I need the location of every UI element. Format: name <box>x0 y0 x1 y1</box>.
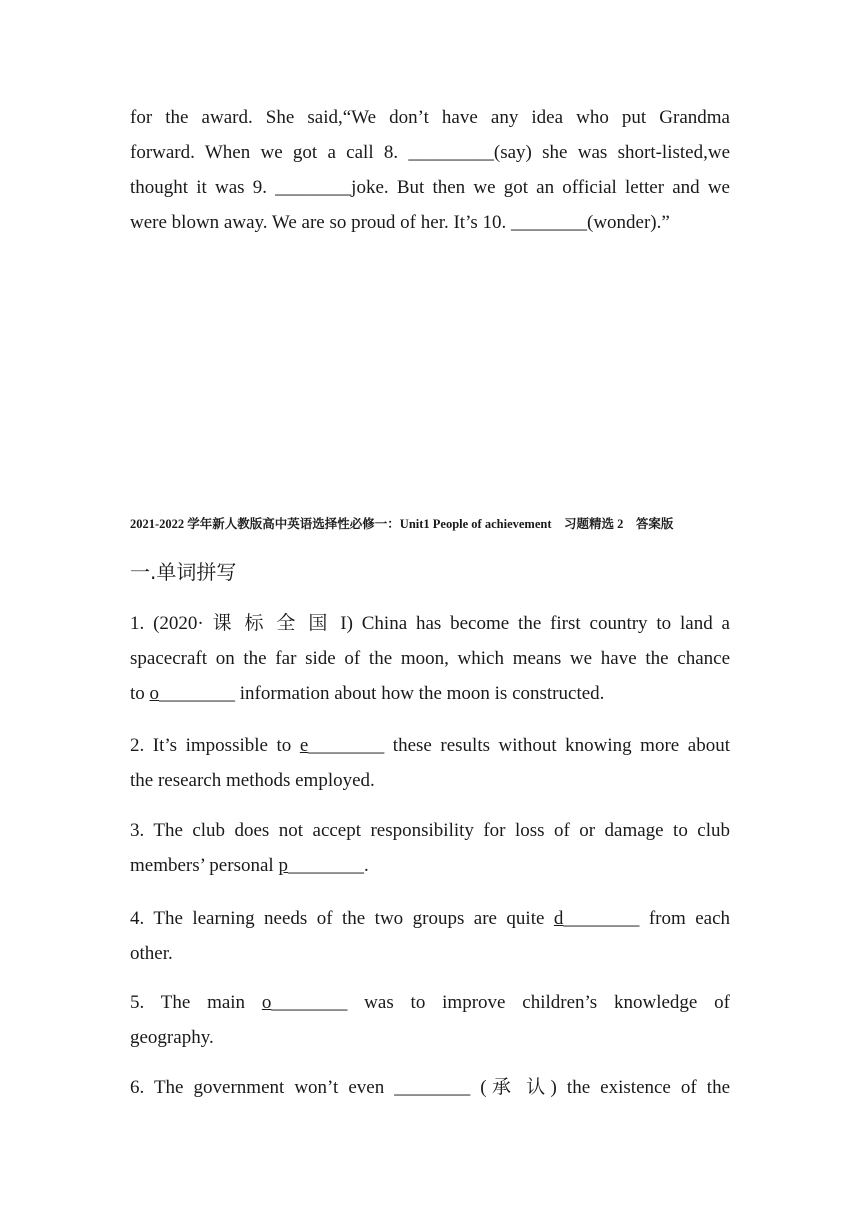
section-heading: 一.单词拼写 <box>130 560 237 584</box>
question-text: ________ was to improve children’s knowledge of <box>271 992 731 1013</box>
question-line: the research methods employed. <box>130 770 375 791</box>
passage-continuation <box>130 100 730 240</box>
question-line: 6. The government won’t even ________ (承 认) the existence of the <box>130 1077 730 1098</box>
question-text: ________ information about how the moon is constructed. <box>159 683 605 704</box>
question-line <box>130 901 730 936</box>
question-text: members’ personal <box>130 855 279 876</box>
hint-letter: p <box>278 855 288 876</box>
question-text: ________. <box>287 855 369 876</box>
question-text: to <box>130 683 150 704</box>
question-line: 1. (2020· 课 标 全 国 I) China has become the first country to land a <box>130 613 730 634</box>
question-5 <box>130 985 730 1055</box>
question-line: geography. <box>130 1027 214 1048</box>
question-text: 5. The main <box>130 992 262 1013</box>
passage-line: thought it was 9. ________joke. But then we got an official letter and we <box>130 177 730 198</box>
question-line <box>130 728 730 763</box>
question-1 <box>130 606 730 711</box>
hint-letter: d <box>553 908 564 929</box>
question-3 <box>130 813 730 883</box>
question-line <box>130 848 730 883</box>
question-line: 3. The club does not accept responsibility for loss of or damage to club <box>130 820 730 841</box>
question-6 <box>130 1070 730 1105</box>
passage-line: were blown away. We are so proud of her. It’s 10. ________(wonder).” <box>130 212 670 233</box>
question-text: ________ from each <box>563 908 731 929</box>
passage-line: forward. When we got a call 8. _________(say) she was short-listed,we <box>130 142 730 163</box>
question-text: 4. The learning needs of the two groups are quite <box>130 908 554 929</box>
question-line <box>130 985 730 1020</box>
hint-letter: e <box>299 735 309 756</box>
hint-letter: o <box>149 683 160 704</box>
question-text: ________ these results without knowing more about <box>308 735 730 756</box>
question-text: 2. It’s impossible to <box>130 735 300 756</box>
question-2 <box>130 728 730 798</box>
question-line: spacecraft on the far side of the moon, which means we have the chance <box>130 648 730 669</box>
document-title: 2021-2022 学年新人教版高中英语选择性必修一：Unit1 People of achievement 习题精选 2 答案版 <box>130 517 674 531</box>
question-line <box>130 676 730 711</box>
hint-letter: o <box>261 992 272 1013</box>
passage-line: for the award. She said,“We don’t have any idea who put Grandma <box>130 107 730 128</box>
question-4 <box>130 901 730 971</box>
question-line: other. <box>130 943 173 964</box>
